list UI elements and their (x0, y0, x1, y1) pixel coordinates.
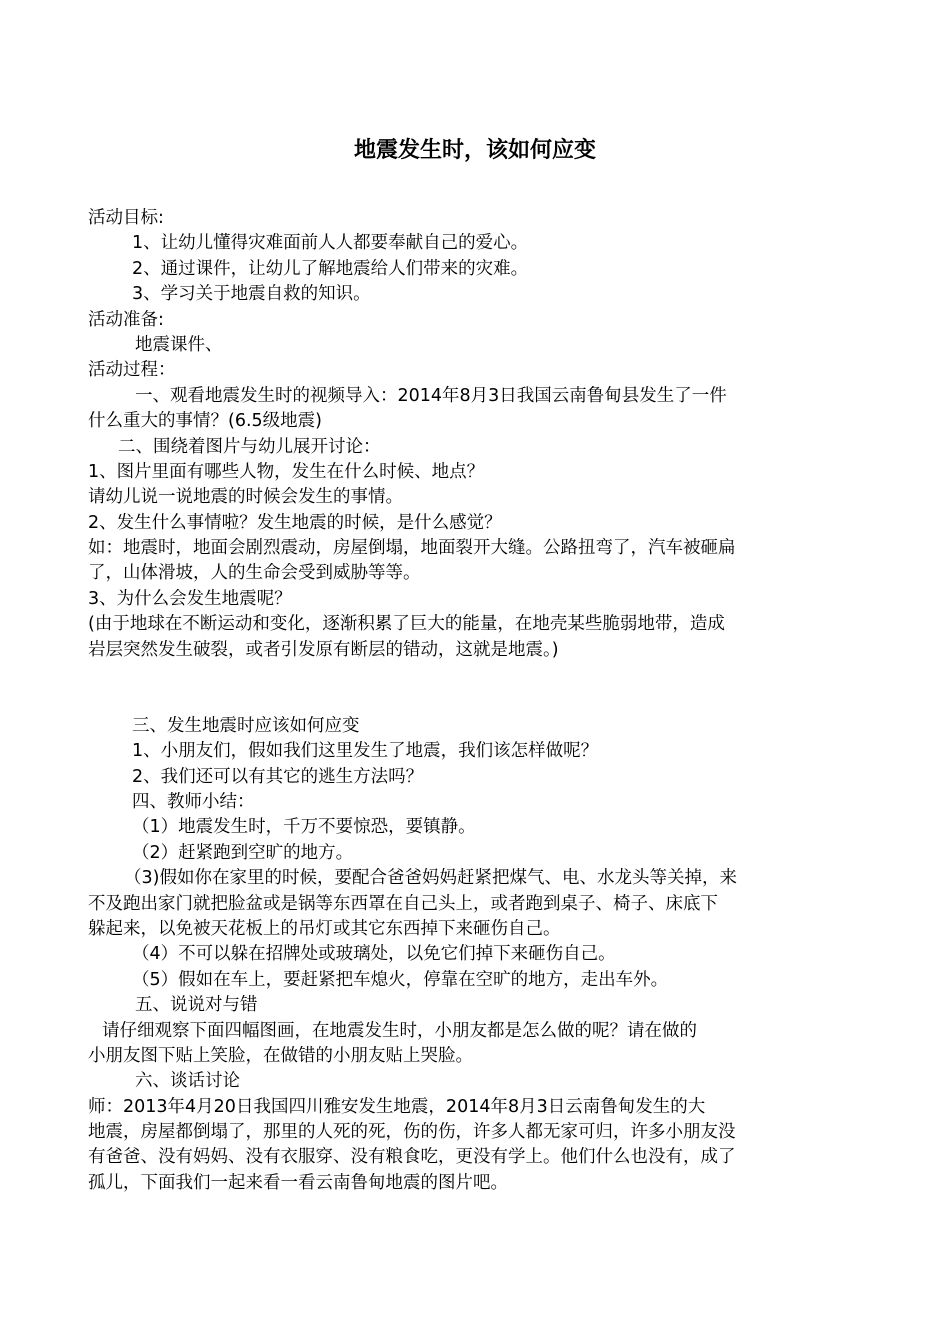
summary-item: （4）不可以躲在招牌处或玻璃处，以免它们掉下来砸伤自己。 (132, 944, 616, 965)
section-heading-process: 活动过程： (88, 360, 176, 381)
paragraph-line: 孤儿，下面我们一起来看一看云南鲁甸地震的图片吧。 (88, 1172, 508, 1193)
summary-item: （3)假如你在家里的时候，要配合爸爸妈妈赶紧把煤气、电、水龙头等关掉，来 (124, 868, 737, 889)
paragraph-line: 2、我们还可以有其它的逃生方法吗？ (132, 766, 424, 787)
paragraph-line: 请幼儿说一说地震的时候会发生的事情。 (88, 487, 403, 508)
subsection-heading: 五、说说对与错 (135, 995, 258, 1016)
paragraph-line: 如：地震时，地面会剧烈震动，房屋倒塌，地面裂开大缝。公路扭弯了，汽车被砸扁 (88, 538, 736, 559)
preparation-item: 地震课件、 (135, 334, 223, 355)
section-heading-preparation: 活动准备: (88, 309, 164, 330)
paragraph-line: 有爸爸、没有妈妈、没有衣服穿、没有粮食吃，更没有学上。他们什么也没有，成了 (88, 1147, 736, 1168)
paragraph-line: 一、观看地震发生时的视频导入：2014年8月3日我国云南鲁甸县发生了一件 (135, 385, 727, 406)
paragraph-line: 小朋友图下贴上笑脸，在做错的小朋友贴上哭脸。 (88, 1045, 473, 1066)
subsection-heading: 四、教师小结： (132, 792, 255, 812)
document-body (88, 206, 878, 1196)
section-heading-goals: 活动目标: (88, 208, 164, 228)
subsection-heading: 三、发生地震时应该如何应变 (132, 715, 360, 736)
paragraph-line: 请仔细观察下面四幅图画，在地震发生时，小朋友都是怎么做的呢？请在做的 (102, 1020, 697, 1041)
paragraph-line: 3、为什么会发生地震呢？ (88, 588, 292, 609)
document-title: 地震发生时，该如何应变 (353, 137, 596, 163)
summary-item: （1）地震发生时，千万不要惊恐，要镇静。 (132, 817, 476, 838)
goal-item: 2、通过课件，让幼儿了解地震给人们带来的灾难。 (132, 258, 529, 279)
paragraph-line: 1、小朋友们，假如我们这里发生了地震，我们该怎样做呢？ (132, 741, 599, 762)
goal-item: 1、让幼儿懂得灾难面前人人都要奉献自己的爱心。 (132, 233, 529, 254)
subsection-heading: 二、围绕着图片与幼儿展开讨论： (118, 436, 381, 457)
paragraph-line: 躲起来，以免被天花板上的吊灯或其它东西掉下来砸伤自己。 (88, 918, 561, 939)
blank-space (88, 663, 878, 714)
goal-item: 3、学习关于地震自救的知识。 (132, 284, 371, 305)
paragraph-line: 不及跑出家门就把脸盆或是锅等东西罩在自己头上，或者跑到桌子、椅子、床底下 (88, 893, 718, 914)
paragraph-line: 地震，房屋都倒塌了，那里的人死的死，伤的伤，许多人都无家可归，许多小朋友没 (88, 1122, 736, 1143)
summary-item: （5）假如在车上，要赶紧把车熄火，停靠在空旷的地方，走出车外。 (132, 969, 669, 990)
paragraph-line: 1、图片里面有哪些人物，发生在什么时候、地点？ (88, 461, 485, 482)
paragraph-line: 什么重大的事情？(6.5级地震) (88, 411, 322, 432)
paragraph-line: 了，山体滑坡，人的生命会受到威胁等等。 (88, 563, 421, 584)
paragraph-line: (由于地球在不断运动和变化，逐渐积累了巨大的能量，在地壳某些脆弱地带，造成 (88, 614, 725, 635)
subsection-heading: 六、谈话讨论 (135, 1071, 240, 1092)
paragraph-line: 师：2013年4月20日我国四川雅安发生地震，2014年8月3日云南鲁甸发生的大 (88, 1096, 706, 1117)
summary-item: （2）赶紧跑到空旷的地方。 (132, 842, 354, 863)
paragraph-line: 岩层突然发生破裂，或者引发原有断层的错动，这就是地震。) (88, 639, 559, 660)
paragraph-line: 2、发生什么事情啦？发生地震的时候，是什么感觉？ (88, 512, 502, 533)
